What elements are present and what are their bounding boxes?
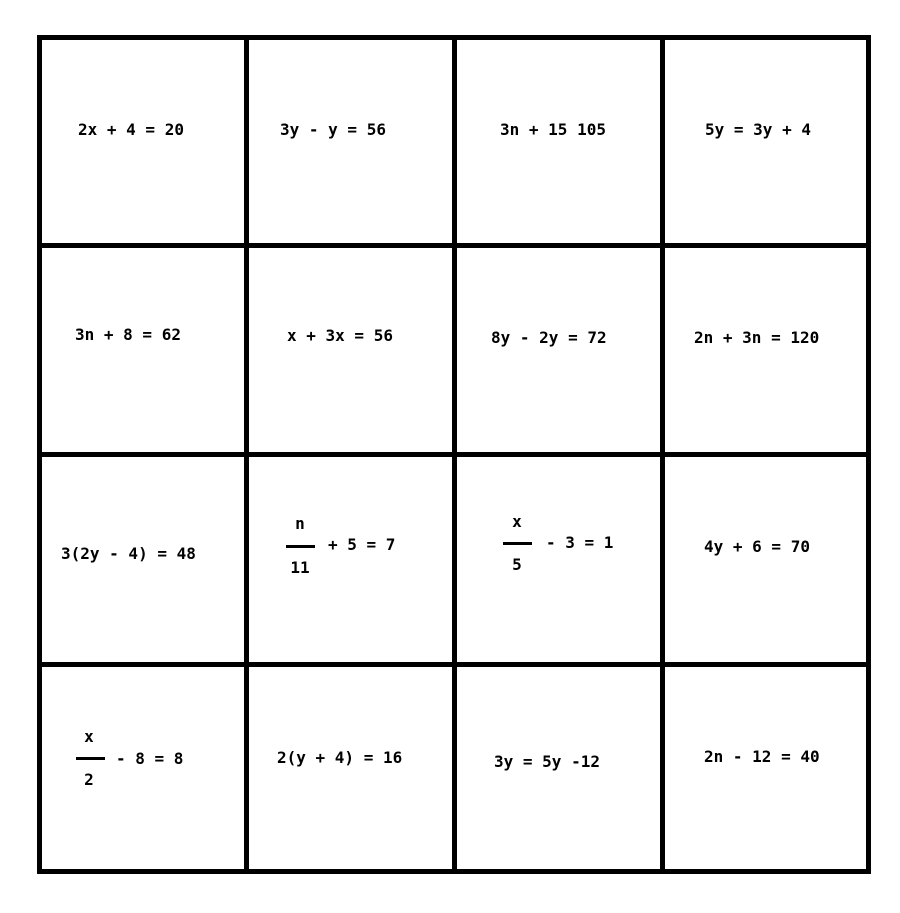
equation-r3c4: 4y + 6 = 70 — [704, 537, 810, 556]
equation-remainder: + 5 = 7 — [328, 535, 396, 554]
equation-r2c3: 8y - 2y = 72 — [491, 328, 607, 347]
equation-r1c3: 3n + 15 105 — [500, 120, 606, 139]
fraction-numerator: x — [84, 727, 94, 746]
fraction-bar — [503, 542, 532, 545]
fraction-bar — [76, 757, 105, 760]
equation-r1c4: 5y = 3y + 4 — [705, 120, 811, 139]
fraction-numerator: x — [512, 512, 522, 531]
equation-r4c3: 3y = 5y -12 — [494, 752, 600, 771]
fraction-denominator: 11 — [290, 558, 310, 577]
fraction-denominator: 2 — [84, 770, 94, 789]
equation-r2c2: x + 3x = 56 — [287, 326, 393, 345]
fraction-denominator: 5 — [512, 555, 522, 574]
equation-r2c4: 2n + 3n = 120 — [694, 328, 820, 347]
fraction-bar — [286, 545, 315, 548]
equation-r4c4: 2n - 12 = 40 — [704, 747, 820, 766]
equation-r2c1: 3n + 8 = 62 — [75, 325, 181, 344]
equation-remainder: - 8 = 8 — [116, 749, 184, 768]
grid-divider-horizontal — [42, 662, 866, 667]
grid-divider-horizontal — [42, 243, 866, 248]
equation-r4c2: 2(y + 4) = 16 — [277, 748, 403, 767]
grid-divider-horizontal — [42, 452, 866, 457]
equation-r1c1: 2x + 4 = 20 — [78, 120, 184, 139]
equation-r1c2: 3y - y = 56 — [280, 120, 386, 139]
fraction-numerator: n — [295, 514, 305, 533]
equation-remainder: - 3 = 1 — [546, 533, 614, 552]
equation-r3c1: 3(2y - 4) = 48 — [61, 544, 196, 563]
